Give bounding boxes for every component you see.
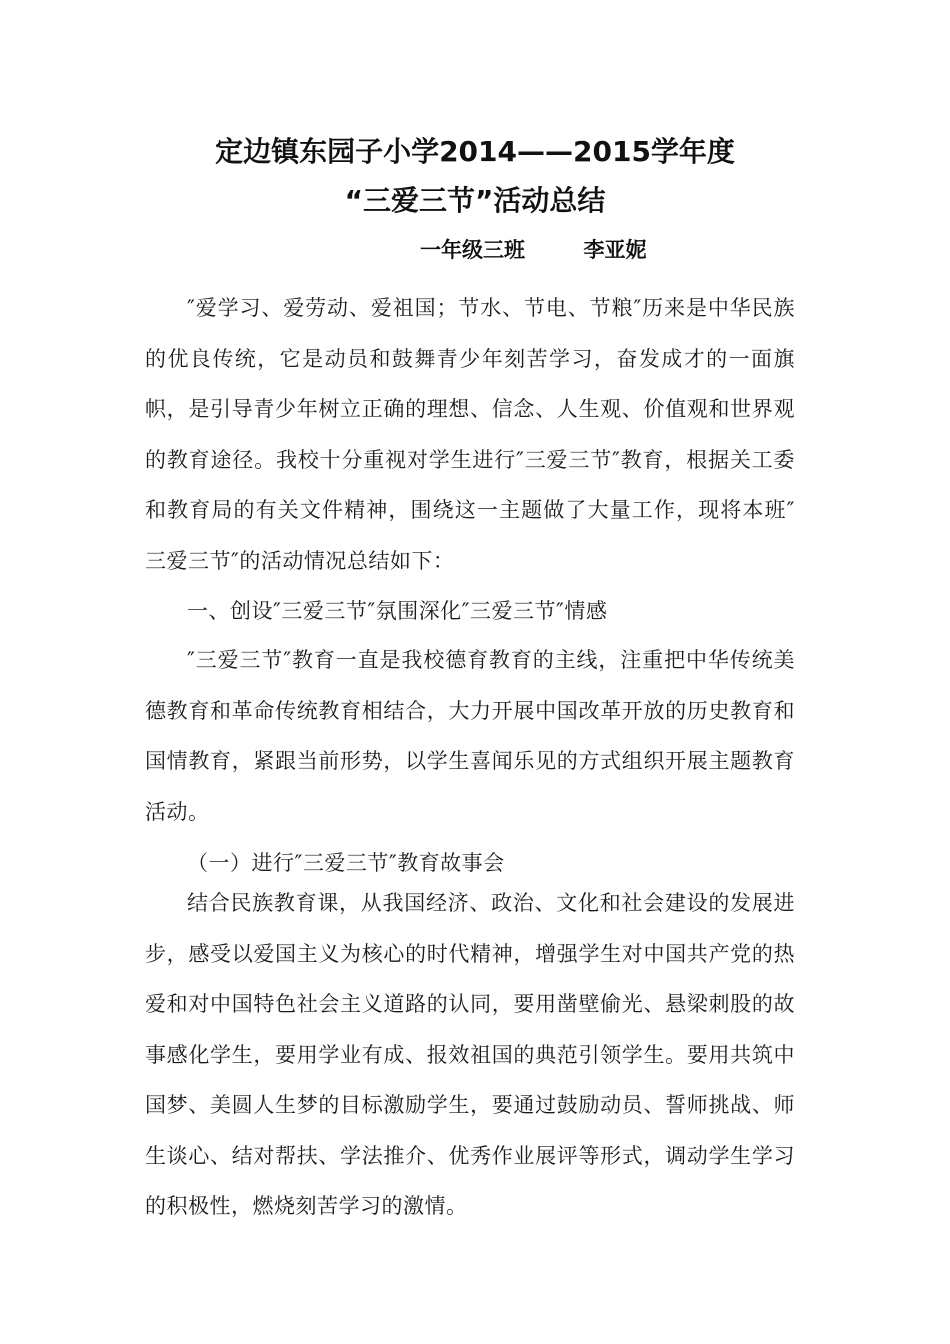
intro-paragraph: ″爱学习、爱劳动、爱祖国；节水、节电、节粮″历来是中华民族的优良传统，它是动员和鼓舞青少年刻苦学习，奋发成才的一面旗帜，是引导青少年树立正确的理想、信念、人生观、价值观和世界观的教育途径。我校十分重视对学生进行″三爱三节″教育，根据关工委和教育局的有关文件精神，围绕这一主题做了大量工作，现将本班″三爱三节″的活动情况总结如下：	[145, 296, 795, 573]
subsection-heading-1: （一）进行″三爱三节″教育故事会	[187, 851, 505, 875]
author-line: 一年级三班 李亚妮	[420, 238, 647, 262]
subsection-1-paragraph: 结合民族教育课，从我国经济、政治、文化和社会建设的发展进步，感受以爱国主义为核心的时代精神，增强学生对中国共产党的热爱和对中国特色社会主义道路的认同，要用凿壁偷光、悬梁刺股的故事感化学生，要用学业有成、报效祖国的典范引领学生。要用共筑中国梦、美圆人生梦的目标激励学生，要通过鼓励动员、誓师挑战、师生谈心、结对帮扶、学法推介、优秀作业展评等形式，调动学生学习的积极性，燃烧刻苦学习的激情。	[145, 891, 795, 1218]
section-heading-1: 一、创设″三爱三节″氛围深化″三爱三节″情感	[187, 599, 608, 623]
document-title-line-2: “三爱三节”活动总结	[344, 184, 606, 217]
document-title-line-1: 定边镇东园子小学2014——2015学年度	[215, 135, 735, 168]
section-1-paragraph: ″三爱三节″教育一直是我校德育教育的主线，注重把中华传统美德教育和革命传统教育相结合，大力开展中国改革开放的历史教育和国情教育，紧跟当前形势，以学生喜闻乐见的方式组织开展主题教育活动。	[145, 648, 795, 824]
